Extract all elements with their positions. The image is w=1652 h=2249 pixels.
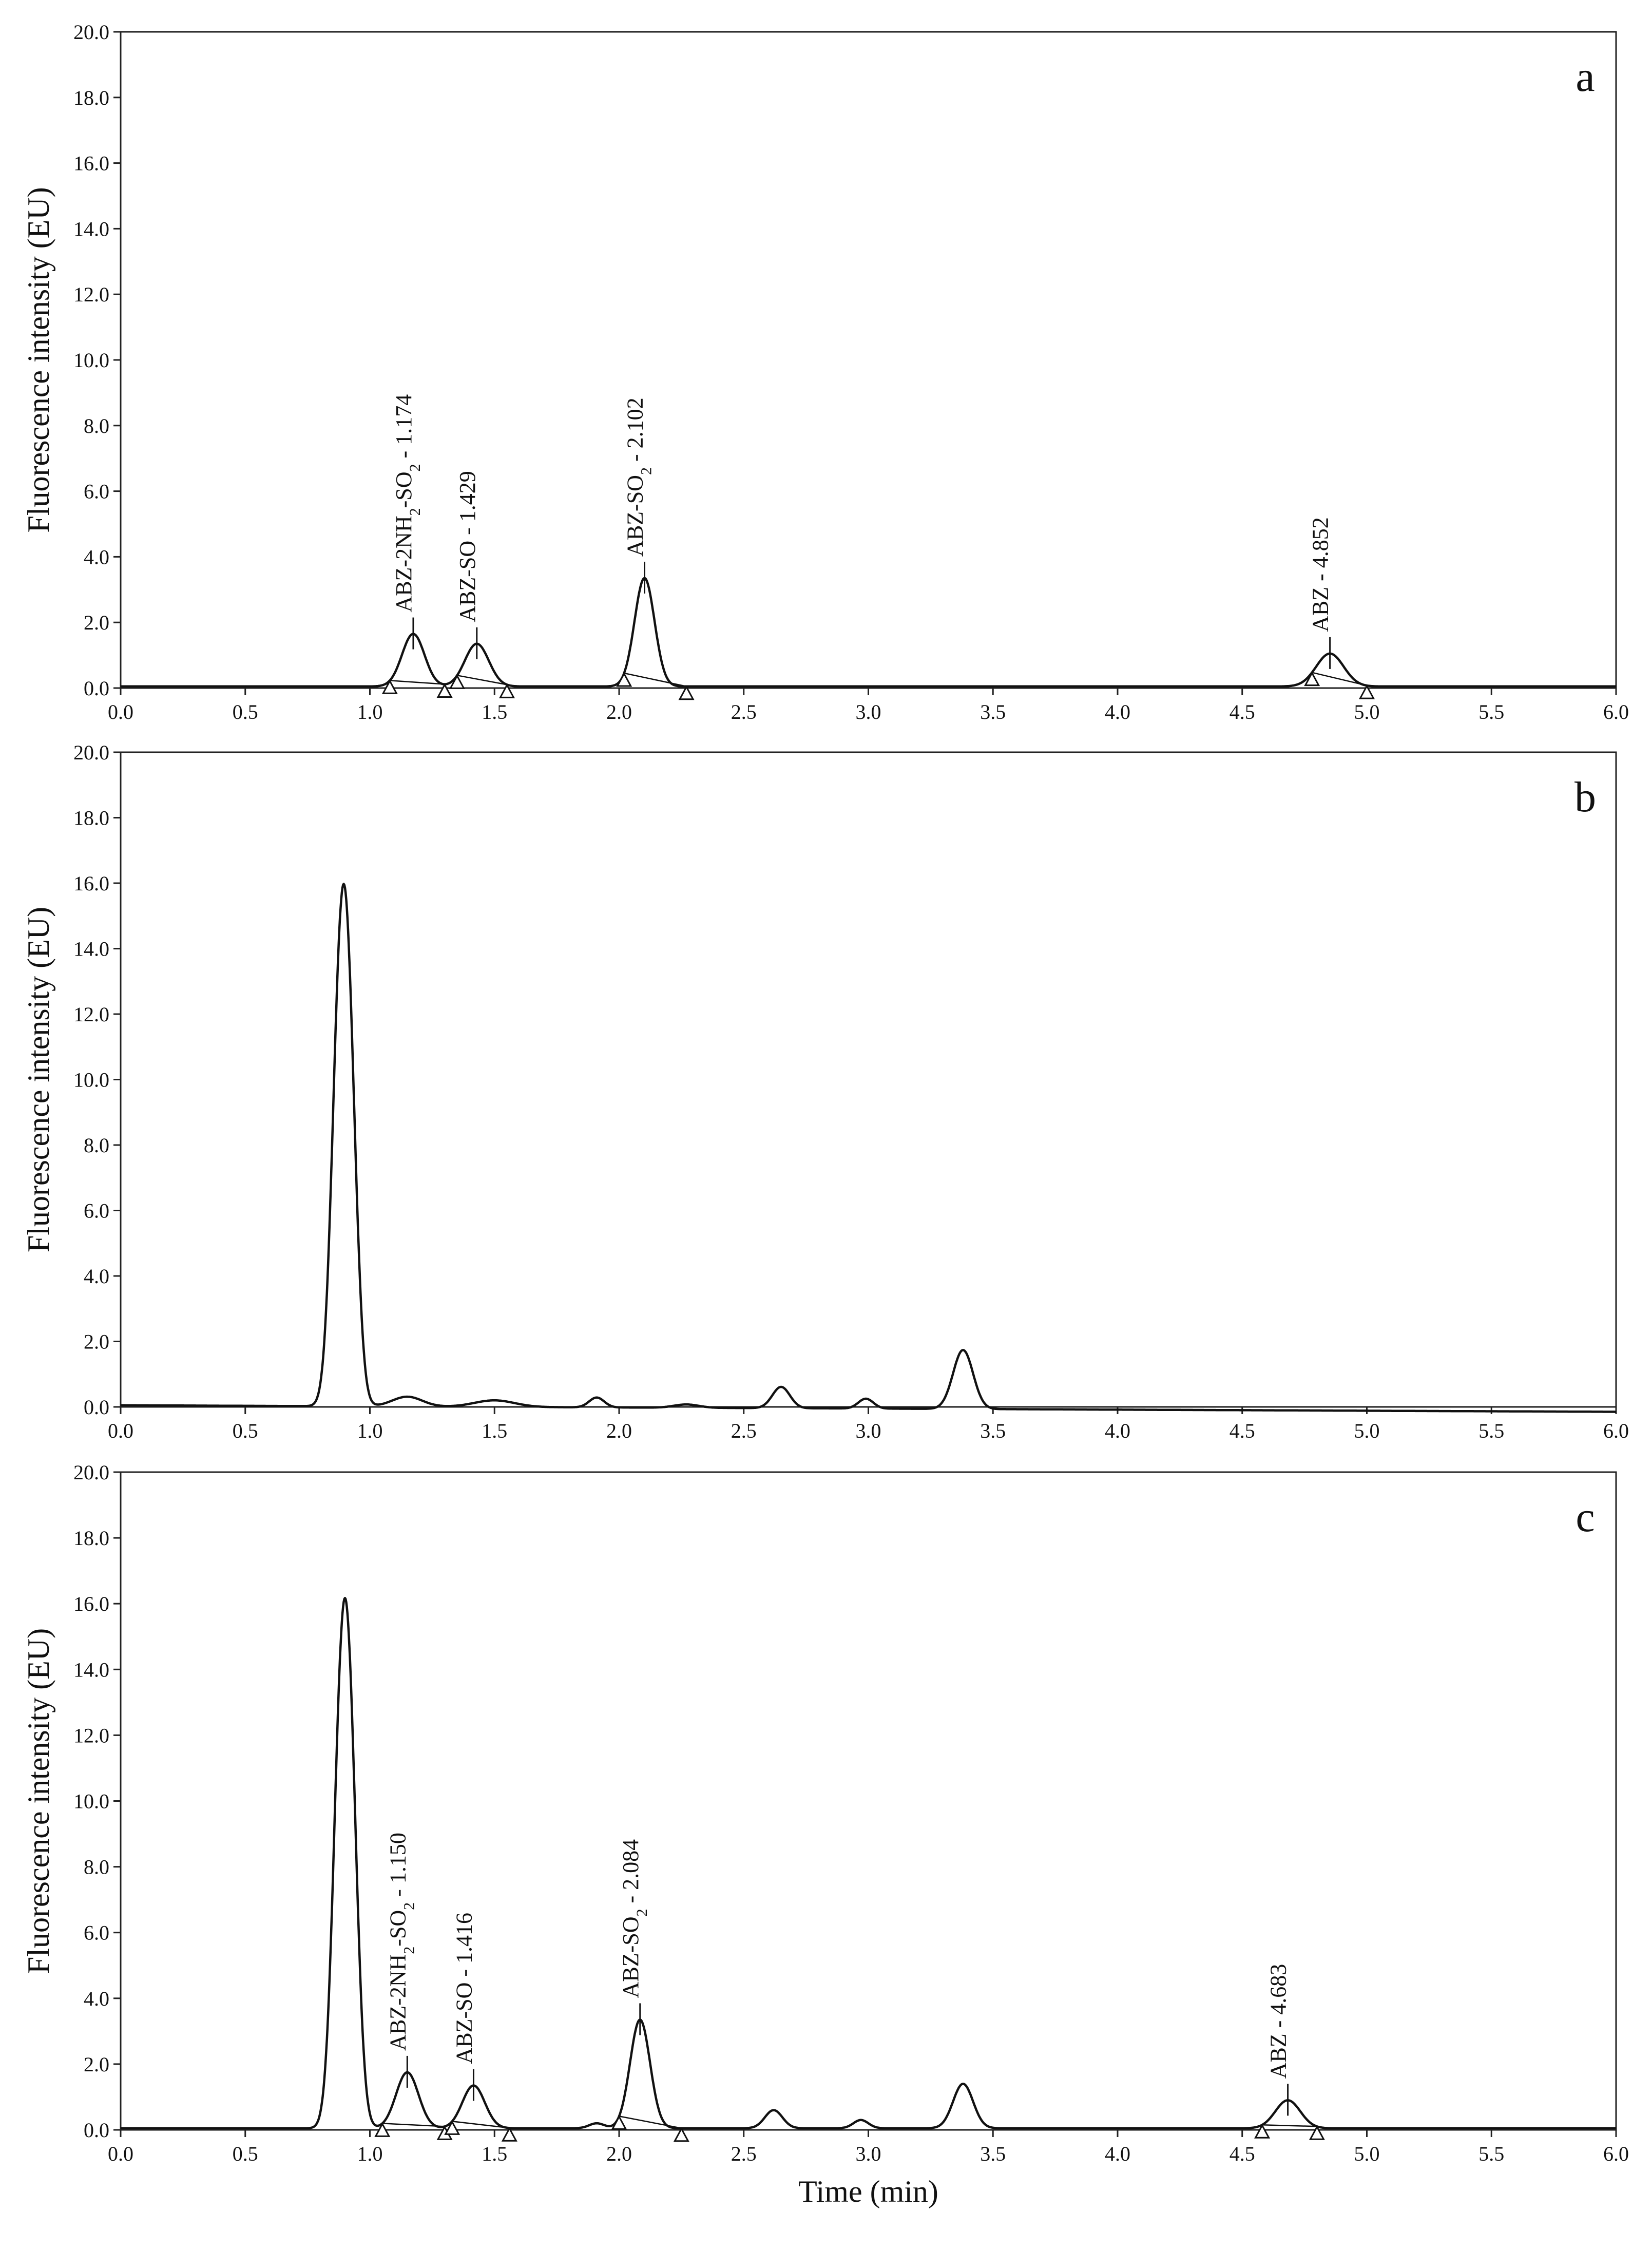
x-tick-label: 2.0: [606, 2142, 632, 2165]
y-tick-label: 4.0: [84, 545, 109, 569]
x-tick-label: 1.5: [482, 2142, 508, 2165]
x-tick-label: 4.5: [1229, 1419, 1255, 1442]
peak-label-subscript: 2: [400, 1902, 417, 1910]
y-tick-label: 8.0: [84, 1134, 109, 1157]
peak-label-text: - 2.084: [618, 1839, 643, 1909]
peak-label-subscript: 2: [400, 1946, 417, 1954]
integration-baseline: [619, 2116, 681, 2128]
peak-label-text: ABZ-SO - 1.429: [454, 471, 480, 622]
peak-label-text: ABZ-SO: [622, 475, 648, 557]
x-tick-label: 0.5: [232, 700, 258, 723]
x-tick-label: 6.0: [1603, 1419, 1629, 1442]
x-tick-label: 1.0: [357, 2142, 383, 2165]
panel-letter: a: [1576, 53, 1595, 101]
peak-label: [623, 397, 655, 557]
x-tick-label: 2.5: [731, 2142, 757, 2165]
y-axis-label: Fluorescence intensity (EU): [22, 1628, 55, 1974]
x-tick-label: 1.5: [482, 1419, 508, 1442]
x-axis-label: Time (min): [798, 2175, 938, 2208]
y-tick-label: 16.0: [73, 1592, 109, 1616]
y-tick-label: 16.0: [73, 151, 109, 175]
y-tick-label: 6.0: [84, 1921, 109, 1945]
x-tick-label: 3.0: [855, 700, 881, 723]
x-tick-label: 0.0: [108, 1419, 133, 1442]
x-tick-label: 4.0: [1105, 700, 1130, 723]
peak-label-text: ABZ - 4.852: [1308, 517, 1333, 632]
x-tick-label: 0.0: [108, 2142, 133, 2165]
x-tick-label: 3.0: [855, 1419, 881, 1442]
chart-panel-b: [22, 741, 1629, 1442]
y-tick-label: 2.0: [84, 1330, 109, 1354]
peak-label-subscript: 2: [638, 467, 655, 475]
plot-frame: [121, 752, 1616, 1407]
peak-label: [1308, 517, 1333, 632]
integration-marker: [438, 685, 451, 697]
x-tick-label: 2.5: [731, 700, 757, 723]
x-tick-label: 3.5: [980, 700, 1006, 723]
y-tick-label: 0.0: [84, 1396, 109, 1419]
y-tick-label: 14.0: [73, 1658, 109, 1682]
x-tick-label: 4.0: [1105, 1419, 1130, 1442]
y-tick-label: 20.0: [73, 21, 109, 44]
x-tick-label: 3.0: [855, 2142, 881, 2165]
y-tick-label: 0.0: [84, 2119, 109, 2142]
x-tick-label: 3.5: [980, 2142, 1006, 2165]
panel-letter: c: [1576, 1493, 1595, 1541]
integration-baseline: [452, 2121, 510, 2128]
y-tick-label: 8.0: [84, 414, 109, 437]
x-tick-label: 1.0: [357, 700, 383, 723]
peak-label: [451, 1913, 476, 2064]
y-tick-label: 10.0: [73, 1068, 109, 1092]
x-tick-label: 5.0: [1354, 700, 1380, 723]
chromatogram-trace: [121, 1598, 1616, 2128]
peak-label-text: ABZ-SO - 1.416: [451, 1912, 477, 2064]
x-tick-label: 2.0: [606, 1419, 632, 1442]
y-axis-label: Fluorescence intensity (EU): [22, 187, 55, 533]
y-tick-label: 14.0: [73, 937, 109, 961]
x-tick-label: 0.5: [232, 2142, 258, 2165]
y-tick-label: 18.0: [73, 1527, 109, 1550]
y-axis-label: Fluorescence intensity (EU): [22, 906, 55, 1253]
peak-label-text: ABZ-2NH: [385, 1954, 411, 2051]
x-tick-label: 1.5: [482, 700, 508, 723]
peak-label-subscript: 2: [633, 1909, 650, 1917]
peak-label: [385, 1833, 417, 2051]
peak-label-text: ABZ-2NH: [391, 516, 416, 613]
peak-label-text: -SO: [385, 1910, 411, 1947]
x-tick-label: 5.0: [1354, 2142, 1380, 2165]
y-tick-label: 12.0: [73, 283, 109, 307]
x-tick-label: 5.5: [1478, 1419, 1505, 1442]
panel-letter: b: [1574, 773, 1596, 821]
integration-marker: [501, 685, 514, 697]
peak-label-subscript: 2: [406, 508, 424, 516]
integration-baseline: [1312, 673, 1367, 685]
y-tick-label: 14.0: [73, 217, 109, 241]
peak-label-text: ABZ-SO: [618, 1916, 643, 1998]
y-tick-label: 10.0: [73, 1789, 109, 1813]
peak-label: [618, 1839, 650, 1998]
y-tick-label: 4.0: [84, 1987, 109, 2010]
chromatogram-trace: [121, 578, 1616, 687]
y-tick-label: 18.0: [73, 86, 109, 109]
y-tick-label: 12.0: [73, 1724, 109, 1747]
chart-panel-a: [22, 21, 1629, 723]
peak-label-subscript: 2: [406, 464, 424, 472]
x-tick-label: 4.0: [1105, 2142, 1130, 2165]
x-tick-label: 5.5: [1478, 2142, 1505, 2165]
plot-frame: [121, 32, 1616, 688]
y-tick-label: 10.0: [73, 349, 109, 372]
y-tick-label: 4.0: [84, 1265, 109, 1288]
x-tick-label: 5.5: [1478, 700, 1505, 723]
x-tick-label: 6.0: [1603, 700, 1629, 723]
x-tick-label: 3.5: [980, 1419, 1006, 1442]
y-tick-label: 6.0: [84, 1199, 109, 1223]
y-tick-label: 0.0: [84, 677, 109, 700]
x-tick-label: 5.0: [1354, 1419, 1380, 1442]
x-tick-label: 4.5: [1229, 2142, 1255, 2165]
peak-label-text: ABZ - 4.683: [1265, 1964, 1291, 2079]
chart-panel-c: [22, 1461, 1629, 2208]
y-tick-label: 20.0: [73, 741, 109, 764]
integration-baseline: [1262, 2125, 1317, 2126]
peak-label-text: -SO: [391, 471, 416, 508]
peak-label-text: - 2.102: [622, 397, 648, 468]
x-tick-label: 0.5: [232, 1419, 258, 1442]
y-tick-label: 6.0: [84, 480, 109, 503]
y-tick-label: 20.0: [73, 1461, 109, 1484]
integration-baseline: [624, 673, 686, 687]
peak-label: [455, 471, 480, 622]
plot-frame: [121, 1472, 1616, 2130]
peak-label-text: - 1.174: [391, 394, 416, 464]
x-tick-label: 6.0: [1603, 2142, 1629, 2165]
peak-label-text: - 1.150: [385, 1833, 411, 1902]
y-tick-label: 2.0: [84, 611, 109, 635]
integration-marker: [1310, 2127, 1323, 2139]
y-tick-label: 12.0: [73, 1003, 109, 1026]
peak-label: [391, 394, 424, 613]
y-tick-label: 18.0: [73, 806, 109, 830]
integration-marker: [618, 674, 631, 686]
x-tick-label: 4.5: [1229, 700, 1255, 723]
y-tick-label: 8.0: [84, 1855, 109, 1879]
x-tick-label: 2.5: [731, 1419, 757, 1442]
y-tick-label: 16.0: [73, 872, 109, 895]
x-tick-label: 1.0: [357, 1419, 383, 1442]
integration-marker: [446, 2122, 459, 2134]
peak-label: [1266, 1964, 1291, 2079]
x-tick-label: 2.0: [606, 700, 632, 723]
y-tick-label: 2.0: [84, 2052, 109, 2076]
chromatogram-trace: [121, 884, 1616, 1412]
x-tick-label: 0.0: [108, 700, 133, 723]
